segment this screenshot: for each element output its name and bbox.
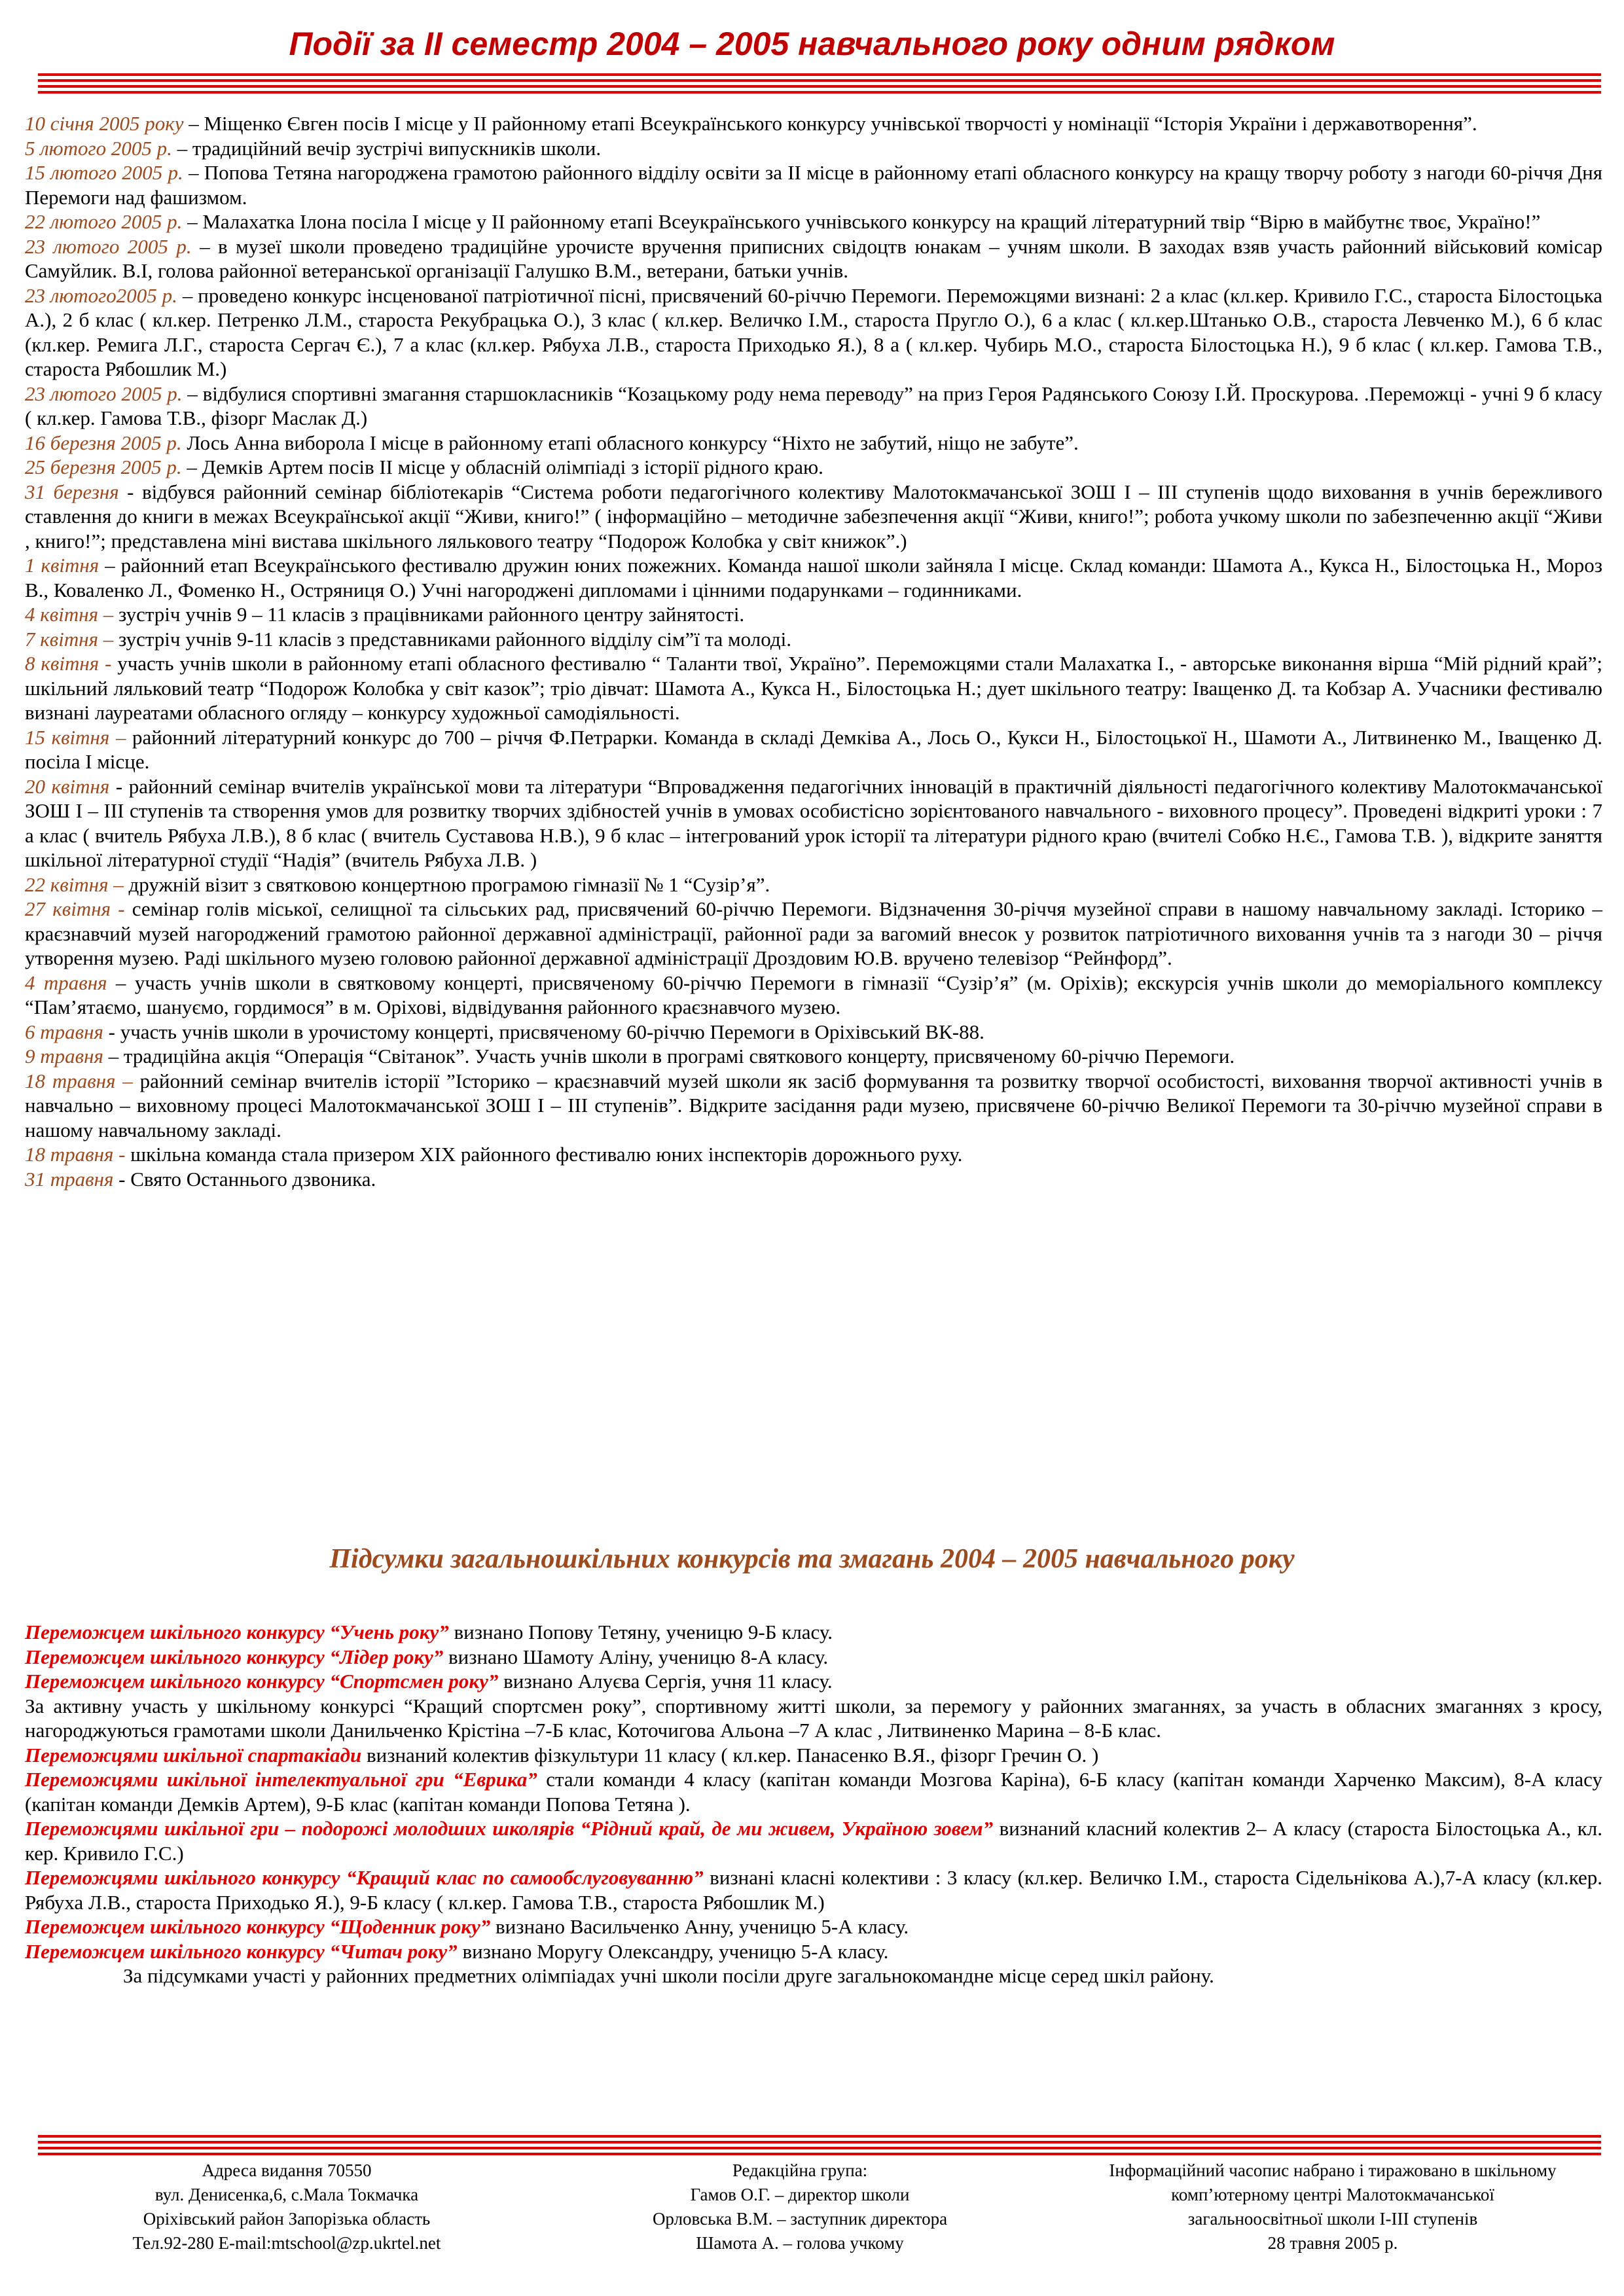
footer: [38, 2159, 1601, 2255]
event-text: – проведено конкурс інсценованої патріотичної пісні, присвячений 60-річчю Перемоги. Переможцями визнані: 2 а клас (кл.кер. Кривило Г.С., староста Білостоцька А.), 2 б клас ( кл.кер. Петренко Л.М., староста Рекубрацька О.), 3 клас ( кл.кер. Величко І.М., староста Пругло О.), 6 а клас ( кл.кер.Штанько О.В., староста Левченко М.), 6 б клас (кл.кер. Ремига Л.Г., староста Сергач Є.), 7 а клас (кл.кер. Рябуха Л.В., староста Приходько Я.), 8 а ( кл.кер. Чубирь М.О., староста Білостоцька Н.), 9 б клас ( кл.кер. Гамова Т.В., староста Рябошлик М.): [25, 283, 1602, 380]
result-highlight: Переможцем шкільного конкурсу “Спортсмен року”: [25, 1670, 499, 1693]
event-entry: [25, 725, 1602, 774]
footer-line: 28 травня 2005 р.: [1267, 2233, 1398, 2253]
result-text: визнано Моругу Олександру, ученицю 5-А класу.: [457, 1939, 889, 1963]
result-entry: [25, 1865, 1602, 1914]
event-entry: [25, 136, 1602, 161]
result-highlight: Переможцем шкільного конкурсу “Лідер року”: [25, 1645, 444, 1668]
event-text: районний літературний конкурс до 700 – річчя Ф.Петрарки. Команда в складі Демківа А., Лось О., Кукси Н., Білостоцької Н., Шамоти А., Литвиненко М., Іващенко Д. посіла І місце.: [25, 725, 1603, 773]
footer-line: Гамов О.Г. – директор школи: [690, 2185, 910, 2204]
result-entry: [25, 1743, 1602, 1768]
event-entry: [25, 283, 1602, 382]
event-date: 25 березня 2005 р.: [25, 456, 182, 478]
event-date: 7 квітня –: [25, 627, 118, 651]
result-highlight: Переможцем шкільного конкурсу “Читач року”: [25, 1939, 458, 1963]
event-text: – відбулися спортивні змагання старшокласників “Козацькому роду нема переводу” на приз Героя Радянського Союзу І.Й. Проскурова. .Переможці - учні 9 б класу ( кл.кер. Гамова Т.В., фізорг Маслак Д.): [25, 382, 1602, 429]
top-divider: [38, 73, 1601, 97]
footer-line: Оріхівський район Запорізька область: [143, 2209, 431, 2229]
footer-info: [1064, 2159, 1601, 2255]
event-entry: [25, 1044, 1602, 1069]
result-entry: [25, 1816, 1602, 1865]
result-entry: [25, 1645, 1602, 1670]
result-highlight: Переможцем шкільного конкурсу “Учень року”: [25, 1621, 449, 1643]
result-highlight: Переможцями шкільної спартакіади: [25, 1743, 362, 1767]
result-entry: [25, 1939, 1602, 1964]
result-text: визнано Шамоту Аліну, ученицю 8-А класу.: [443, 1645, 829, 1668]
event-date: 9 травня: [25, 1045, 103, 1067]
event-date: 27 квітня -: [25, 897, 132, 920]
event-text: – Малахатка Ілона посіла І місце у ІІ районному етапі Всеукраїнського учнівського конкурсу на кращий літературний твір “Вірю в майбутнє твоє, Україно!”: [182, 210, 1541, 233]
result-entry: [25, 1767, 1602, 1816]
event-text: – в музеї школи проведено традиційне урочисте вручення приписних свідоцтв юнакам – учням школи. В заходах взяв участь районний військовий комісар Самуйлик. В.І, голова районної ветеранської організації Галушко В.М., ветерани, батьки учнів.: [25, 234, 1602, 282]
event-text: - Свято Останнього дзвоника.: [113, 1167, 376, 1191]
footer-address: [38, 2159, 535, 2255]
event-date: 18 травня –: [25, 1069, 133, 1092]
event-entry: [25, 651, 1602, 725]
result-text: стали команди 4 класу (капітан команди Мозгова Каріна), 6-Б класу (капітан команди Харченко Максим), 8-А класу (капітан команди Демків Артем), 9-Б клас (капітан команди Попова Тетяна ).: [25, 1768, 1602, 1816]
event-text: - відбувся районний семінар бібліотекарів “Система роботи педагогічного колективу Малотокмачанської ЗОШ І – ІІІ ступенів щодо виховання в учнів бережливого ставлення до книги в межах Всеукраїнської акції “Живи, книго!” ( інформаційно – методичне забезпечення акції “Живи, книго!”; робота учкому школи по забезпеченню акції “Живи , книго!”; представлена міні вистава шкільного лялькового театру “Подорож Колобка у світ книжок”.): [25, 480, 1602, 552]
footer-editorial: [551, 2159, 1049, 2255]
event-entry: [25, 627, 1602, 652]
event-date: 22 лютого 2005 р.: [25, 210, 183, 233]
event-text: – Попова Тетяна нагороджена грамотою районного відділу освіти за ІІ місце в районному етапі обласного конкурсу на кращу творчу роботу з нагоди 60-річчя Дня Перемоги над фашизмом.: [25, 161, 1602, 209]
page-title: Події за ІІ семестр 2004 – 2005 навчального року одним рядком: [289, 26, 1335, 62]
result-entry: [25, 1669, 1602, 1694]
results-list: [25, 1620, 1602, 1988]
summary-heading: Підсумки загальношкільних конкурсів та змагань 2004 – 2005 навчального року: [329, 1544, 1295, 1574]
footer-line: комп’ютерному центрі Малотокмачанської: [1171, 2185, 1494, 2204]
result-text: визнано Алуєва Сергія, учня 11 класу.: [498, 1670, 833, 1693]
event-text: – участь учнів школи в святковому концерті, присвяченому 60-річчю Перемоги в гімназії “Сузір’я” (м. Оріхів); екскурсія учнів школи до меморіального комплексу “Пам’ятаємо, шануємо, гордимося” в м. Оріхові, відвідування районного краєзнавчого музею.: [25, 971, 1602, 1018]
result-entry: [25, 1914, 1602, 1939]
result-entry: [25, 1620, 1602, 1645]
result-text: За активну участь у шкільному конкурсі “Кращий спортсмен року”, спортивному житті школи, за перемогу у районних змаганнях, за участь в обласних змаганнях з кросу, нагороджуються грамотами школи Данильченко Крістіна –7-Б клас, Коточигова Альона –7 А клас , Литвиненко Марина – 8-Б клас.: [25, 1694, 1602, 1742]
event-entry: [25, 872, 1602, 897]
event-date: 31 травня: [25, 1167, 114, 1191]
footer-line: вул. Денисенка,6, с.Мала Токмачка: [154, 2185, 419, 2204]
event-text: зустріч учнів 9-11 класів з представниками районного відділу сім”ї та молоді.: [118, 627, 791, 651]
result-text: визнаний колектив фізкультури 11 класу ( кл.кер. Панасенко В.Я., фізорг Гречин О. ): [361, 1743, 1099, 1767]
event-date: 15 квітня –: [25, 725, 126, 749]
event-entry: [25, 553, 1602, 602]
event-entry: [25, 111, 1602, 136]
event-entry: [25, 1142, 1602, 1167]
result-highlight: Переможцем шкільного конкурсу “Щоденник року”: [25, 1915, 491, 1938]
event-text: шкільна команда стала призером ХІХ районного фестивалю юних інспекторів дорожнього руху.: [130, 1143, 963, 1166]
event-date: 15 лютого 2005 р.: [25, 161, 183, 184]
footer-line: Шамота А. – голова учкому: [696, 2233, 904, 2253]
event-entry: [25, 1167, 1602, 1192]
footer-line: Адреса видання 70550: [202, 2161, 372, 2180]
event-entry: [25, 382, 1602, 431]
event-date: 23 лютого 2005 р.: [25, 382, 183, 405]
event-text: дружній візит з святковою концертною програмою гімназії № 1 “Сузір’я”.: [128, 872, 770, 896]
footer-line: Орловська В.М. – заступник директора: [652, 2209, 948, 2229]
event-date: 16 березня 2005 р.: [25, 431, 182, 454]
event-date: 20 квітня: [25, 774, 110, 798]
event-date: 22 квітня –: [25, 872, 129, 896]
event-date: 5 лютого 2005 р.: [25, 136, 172, 160]
closing-note: За підсумками участі у районних предметних олімпіадах учні школи посіли друге загальнокомандне місце серед шкіл району.: [123, 1964, 1214, 1987]
result-highlight: Переможцями шкільного конкурсу “Кращий клас по самообслуговуванню”: [25, 1866, 704, 1889]
result-text: визнаний класний колектив 2– А класу (староста Білостоцька А., кл. кер. Кривило Г.С.): [25, 1817, 1602, 1865]
event-text: - участь учнів школи в урочистому концерті, присвяченому 60-річчю Перемоги в Оріхівський ВК-88.: [103, 1020, 984, 1043]
result-entry: [25, 1694, 1602, 1743]
event-text: районний семінар вчителів історії ”Історико – краєзнавчий музей школи як засіб формування та розвитку творчої особистості, виховання творчої активності учнів в навчально – виховному процесі Малотокмачанської ЗОШ І – ІІІ ступенів”. Відкрите засідання ради музею, присвячене 60-річчю Великої Перемоги та 30-річчю музейної справи в нашому навчальному закладі.: [25, 1069, 1602, 1141]
event-entry: [25, 602, 1602, 627]
event-text: – традиційна акція “Операція “Світанок”. Участь учнів школи в програмі святкового концерту, присвяченому 60-річчю Перемоги.: [103, 1045, 1235, 1067]
event-date: 31 березня: [25, 480, 119, 503]
event-text: – Демків Артем посів ІІ місце у обласній олімпіаді з історії рідного краю.: [181, 456, 823, 478]
event-date: 6 травня: [25, 1020, 103, 1043]
event-text: – Міщенко Євген посів І місце у ІІ районному етапі Всеукраїнського конкурсу учнівської творчості у номінації “Історія України і державотворення”.: [183, 112, 1477, 135]
event-entry: [25, 234, 1602, 283]
event-text: семінар голів міської, селищної та сільських рад, присвячений 60-річчю Перемоги. Відзначення 30-річчя музейної справи в нашому навчальному закладі. Історико – краєзнавчий музей нагороджений грамотою районної державної адміністрації, районної ради за вагомий внесок у розвиток патріотичного виховання учнів та з нагоди 30 – річчя утворення музею. Раді шкільного музею головою районної державної адміністрації Дроздовим Ю.В. вручено телевізор “Рейнфорд”.: [25, 897, 1602, 969]
event-date: 23 лютого 2005 р.: [25, 234, 192, 258]
event-text: - районний семінар вчителів української мови та літератури “Впровадження педагогічних інновацій в практичній діяльності педагогічного колективу Малотокмачанської ЗОШ І – ІІІ ступенів та створення умов для розвитку творчих здібностей учнів в умовах особистісно зорієнтованого навчального - виховного процесу”. Проведені відкриті уроки : 7 а клас ( вчитель Рябуха Л.В.), 8 б клас ( вчитель Суставова Н.В.), 9 б клас – інтегрований урок історії та літератури рідного краю (вчителі Собко Н.Є., Гамова Т.В. ), відкрите заняття шкільної літературної студії “Надія” (вчитель Рябуха Л.В. ): [25, 774, 1603, 871]
result-highlight: Переможцями шкільної гри – подорожі молодших школярів “Рідний край, де ми живем, Україною зовем”: [25, 1817, 994, 1840]
result-text: визнані класні колективи : 3 класу (кл.кер. Величко І.М., староста Сідельнікова А.),7-А класу (кл.кер. Рябуха Л.В., староста Приходько Я.), 9-Б класу ( кл.кер. Гамова Т.В., староста Рябошлик М.): [25, 1866, 1602, 1914]
event-text: Лось Анна виборола І місце в районному етапі обласного конкурсу “Ніхто не забутий, ніщо не забуте”.: [181, 431, 1079, 454]
event-entry: [25, 455, 1602, 480]
event-entry: [25, 209, 1602, 234]
event-text: участь учнів школи в районному етапі обласного фестивалю “ Таланти твої, Україно”. Переможцями стали Малахатка І., - авторське виконання вірша “Мій рідний край”; шкільний ляльковий театр “Подорож Колобка у світ казок”; тріо дівчат: Шамота А., Кукса Н., Білостоцька Н.; дует шкільного театру: Іващенко Д. та Кобзар А. Учасники фестивалю визнані лауреатами обласного огляду – конкурсу художньої самодіяльності.: [25, 652, 1602, 724]
bottom-divider: [38, 2135, 1601, 2159]
event-date: 23 лютого2005 р.: [25, 283, 177, 307]
result-highlight: Переможцями шкільної інтелектуальної гри “Еврика”: [25, 1768, 537, 1791]
event-date: 4 травня: [25, 971, 107, 994]
event-date: 10 січня 2005 року: [25, 112, 184, 135]
footer-line: Інформаційний часопис набрано і тиражовано в шкільному: [1109, 2161, 1557, 2180]
event-date: 1 квітня: [25, 554, 99, 577]
footer-line: загальноосвітньої школи І-ІІІ ступенів: [1187, 2209, 1478, 2229]
event-entry: [25, 897, 1602, 971]
event-entry: [25, 774, 1602, 872]
footer-line: Тел.92-280 E-mail:mtschool@zp.ukrtel.net: [132, 2233, 441, 2253]
event-entry: [25, 480, 1602, 554]
event-date: 8 квітня -: [25, 652, 118, 675]
event-text: – районний етап Всеукраїнського фестивалю дружин юних пожежних. Команда нашої школи зайняла І місце. Склад команди: Шамота А., Кукса Н., Білостоцька Н., Мороз В., Коваленко Л., Фоменко Н., Остряниця О.) Учні нагороджені дипломами і цінними подарунками – годинниками.: [25, 554, 1603, 601]
event-text: – традиційний вечір зустрічі випускників школи.: [171, 136, 602, 160]
event-entry: [25, 431, 1602, 456]
result-text: визнано Васильченко Анну, ученицю 5-А класу.: [490, 1915, 909, 1938]
event-entry: [25, 971, 1602, 1020]
event-entry: [25, 160, 1602, 209]
result-text: визнано Попову Тетяну, ученицю 9-Б класу.: [448, 1621, 833, 1643]
event-entry: [25, 1069, 1602, 1143]
event-date: 4 квітня –: [25, 603, 118, 626]
event-text: зустріч учнів 9 – 11 класів з працівниками районного центру зайнятості.: [118, 603, 745, 626]
footer-line: Редакційна група:: [732, 2161, 868, 2180]
event-date: 18 травня -: [25, 1143, 131, 1166]
event-entry: [25, 1020, 1602, 1045]
events-list: [25, 111, 1602, 1191]
